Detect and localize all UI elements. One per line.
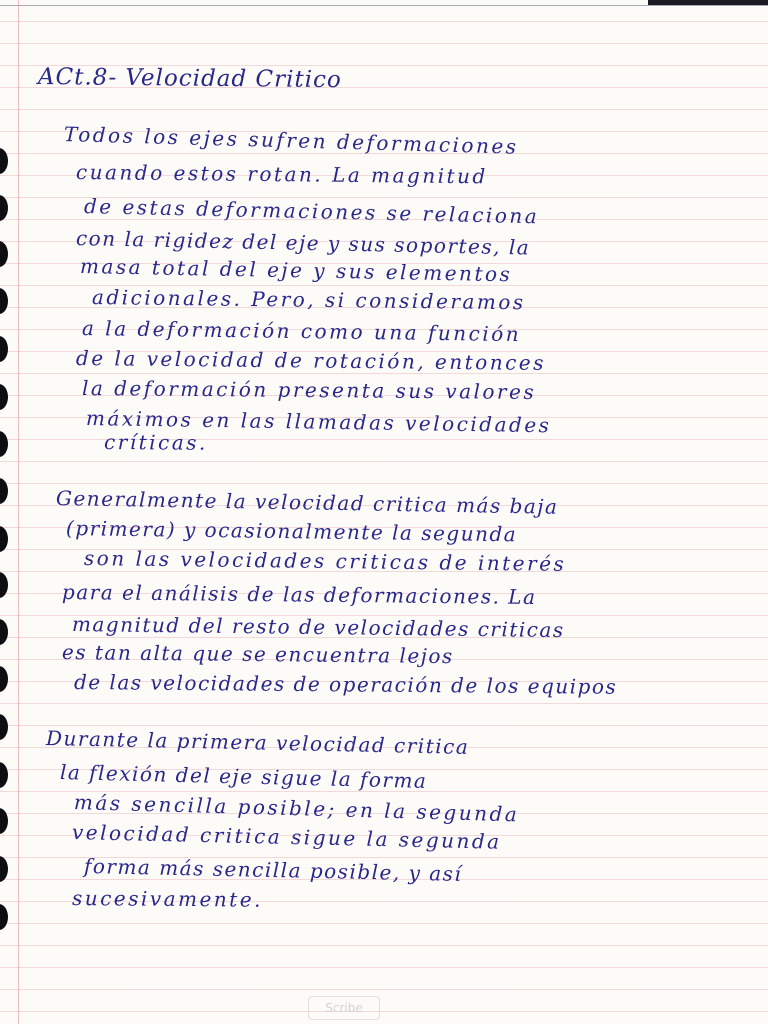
- text-line: sucesivamente.: [71, 886, 264, 912]
- binding-hole: [0, 241, 8, 267]
- text-line: masa total del eje y sus elementos: [79, 254, 513, 287]
- text-line: Generalmente la velocidad critica más baja: [55, 486, 559, 519]
- page-top-edge: [0, 5, 768, 6]
- text-line: con la rigidez del eje y sus soportes, la: [75, 226, 531, 260]
- page-title: ACt.8- Velocidad Critico: [37, 64, 342, 94]
- text-line: para el análisis de las deformaciones. La: [61, 580, 537, 609]
- margin-line: [18, 0, 19, 1024]
- text-line: la deformación presenta sus valores: [81, 376, 537, 404]
- text-line: forma más sencilla posible, y así: [83, 854, 463, 886]
- text-line: (primera) y ocasionalmente la segunda: [65, 516, 518, 547]
- binding-hole: [0, 572, 8, 598]
- binding-hole: [0, 856, 8, 882]
- binding-hole: [0, 148, 8, 174]
- text-line: de estas deformaciones se relaciona: [83, 194, 540, 229]
- text-line: magnitud del resto de velocidades criticas: [71, 612, 565, 643]
- text-line: cuando estos rotan. La magnitud: [75, 160, 488, 189]
- text-line: es tan alta que se encuentra lejos: [61, 640, 454, 669]
- scribe-watermark: Scribe: [308, 996, 380, 1020]
- spiral-holes: [0, 0, 14, 1024]
- binding-hole: [0, 619, 8, 645]
- text-line: más sencilla posible; en la segunda: [73, 790, 520, 827]
- text-line: de la velocidad de rotación, entonces: [75, 346, 547, 375]
- binding-hole: [0, 666, 8, 692]
- binding-hole: [0, 714, 8, 740]
- binding-hole: [0, 195, 8, 221]
- text-line: son las velocidades criticas de interés: [83, 546, 567, 576]
- binding-hole: [0, 431, 8, 457]
- binding-hole: [0, 526, 8, 552]
- binding-hole: [0, 904, 8, 930]
- text-line: críticas.: [103, 430, 208, 455]
- text-line: de las velocidades de operación de los equipos: [73, 670, 618, 699]
- binding-hole: [0, 288, 8, 314]
- text-line: a la deformación como una función: [81, 316, 522, 347]
- text-line: máximos en las llamadas velocidades: [85, 406, 552, 438]
- binding-hole: [0, 384, 8, 410]
- binding-hole: [0, 762, 8, 788]
- text-line: Todos los ejes sufren deformaciones: [63, 122, 519, 159]
- text-line: la flexión del eje sigue la forma: [59, 760, 428, 793]
- binding-hole: [0, 336, 8, 362]
- text-line: adicionales. Pero, si consideramos: [91, 285, 526, 315]
- text-line: Durante la primera velocidad critica: [45, 726, 470, 759]
- binding-hole: [0, 808, 8, 834]
- text-line: velocidad critica sigue la segunda: [71, 820, 502, 854]
- binding-hole: [0, 478, 8, 504]
